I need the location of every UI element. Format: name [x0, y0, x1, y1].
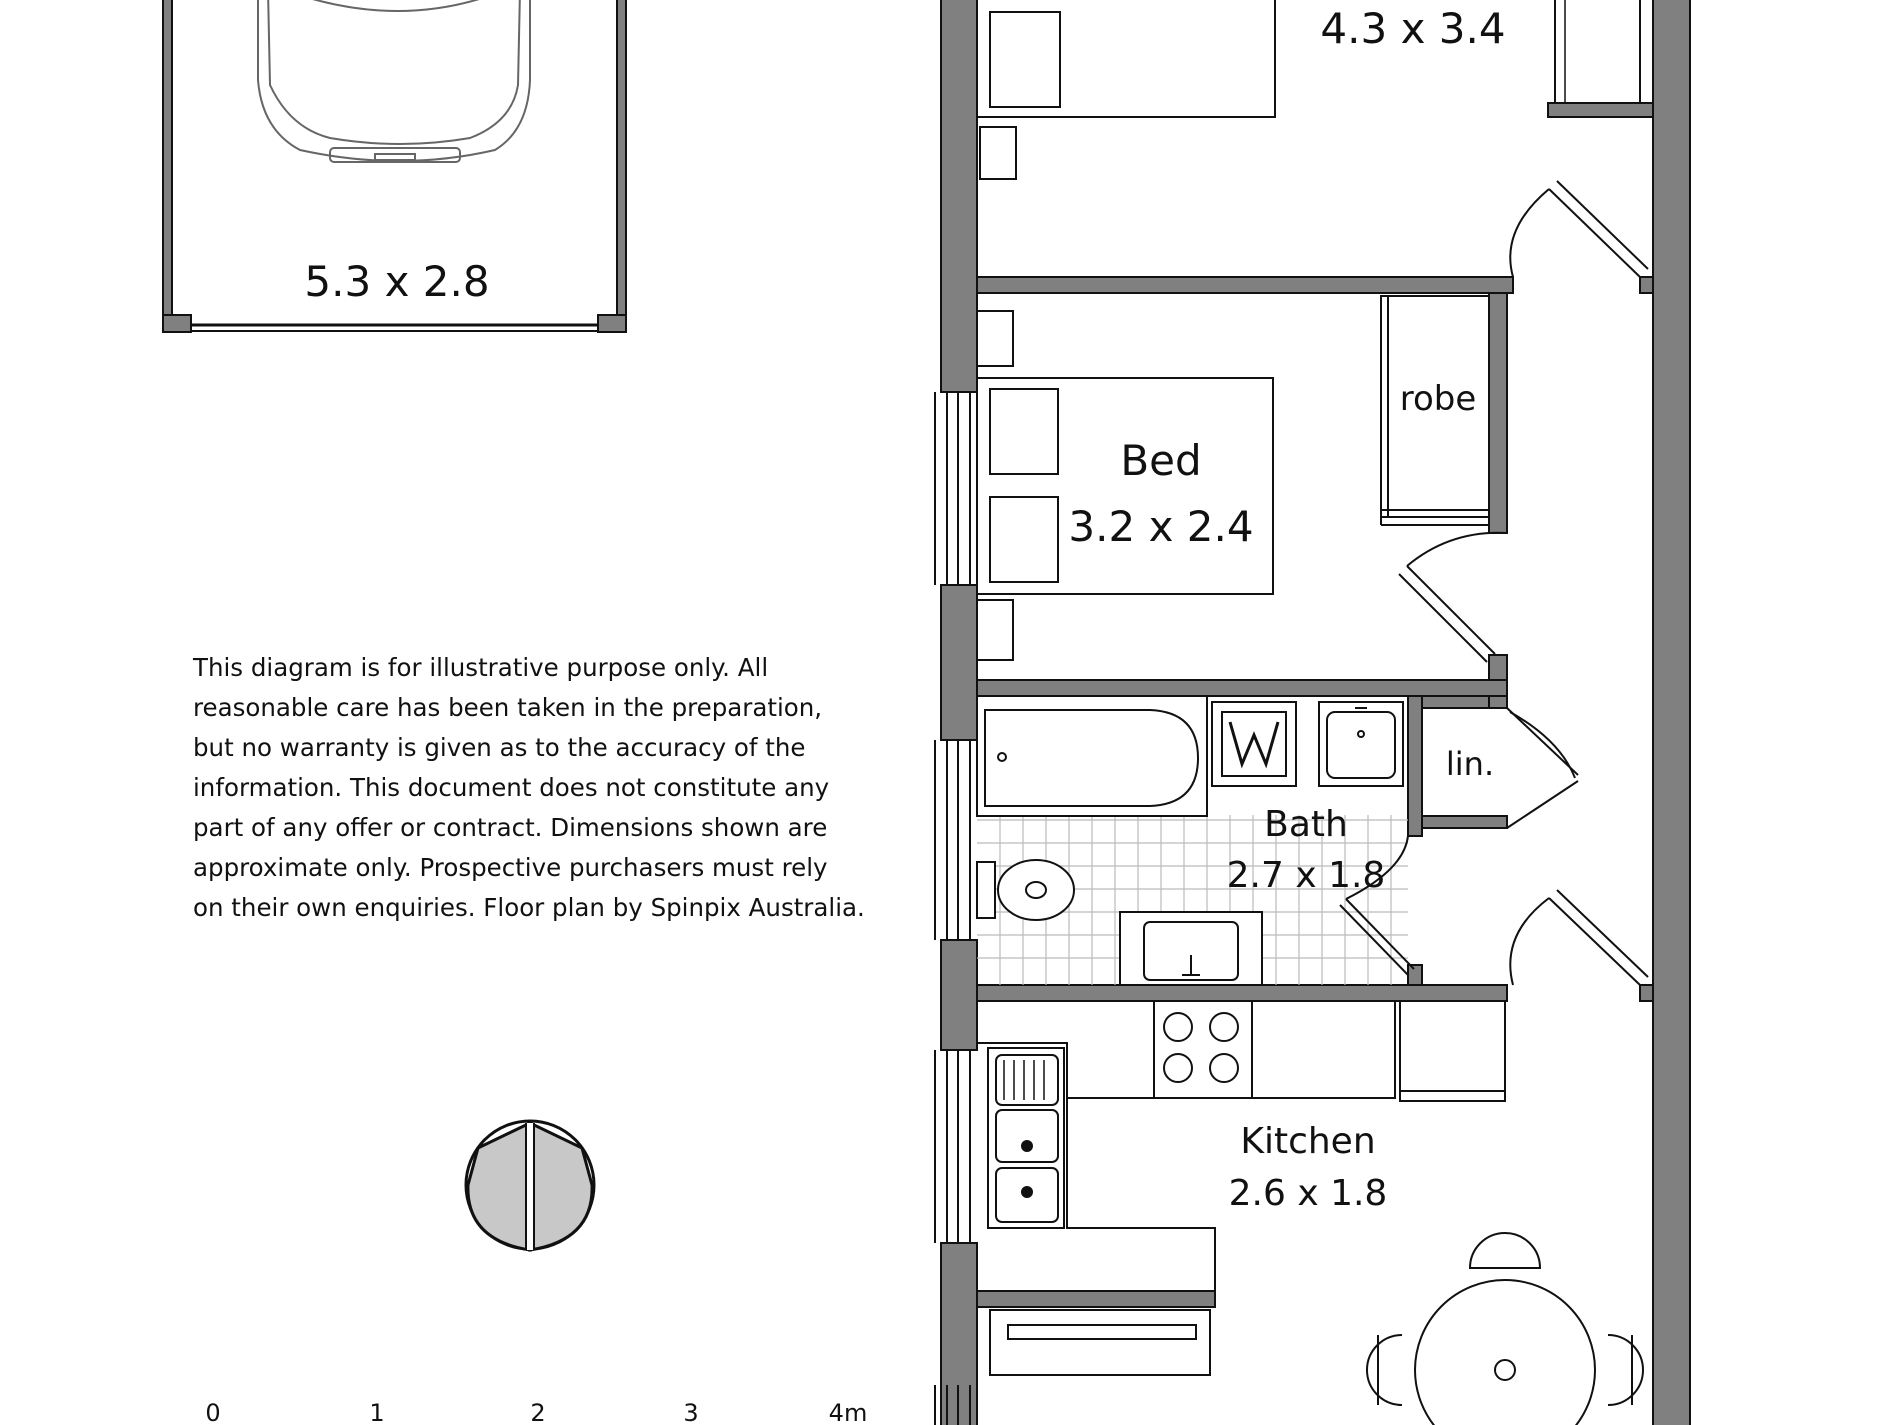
bed2-door — [1399, 533, 1507, 662]
kitchen-dimensions: 2.6 x 1.8 — [1228, 1173, 1388, 1214]
linen-cupboard — [1422, 708, 1578, 828]
bath-label: Bath — [1264, 804, 1348, 845]
scale-tick-label: 1 — [369, 1399, 385, 1425]
bath-dimensions: 2.7 x 1.8 — [1226, 855, 1386, 896]
cooktop-icon — [1154, 1001, 1252, 1098]
kitchen-label: Kitchen — [1240, 1121, 1376, 1162]
bathtub — [977, 696, 1207, 816]
disclaimer-line: on their own enquiries. Floor plan by Spinpix Australia. — [193, 893, 865, 922]
washing-machine-icon — [1212, 702, 1296, 786]
north-arrow-icon — [466, 1121, 594, 1250]
fridge — [1400, 1001, 1505, 1101]
disclaimer-line: reasonable care has been taken in the preparation, — [193, 693, 823, 722]
bed1-room — [977, 0, 1648, 277]
disclaimer-text — [193, 648, 953, 928]
hall-door — [1510, 890, 1648, 985]
bed2-bed — [977, 378, 1273, 594]
bedside-table — [977, 311, 1013, 366]
scale-tick-label: 4m — [828, 1399, 868, 1425]
bath-room — [977, 696, 1414, 985]
kitchen-sink-icon — [988, 1048, 1064, 1228]
disclaimer-line: information. This document does not constitute any — [193, 773, 830, 802]
robe-label: robe — [1399, 379, 1477, 419]
toilet-icon — [977, 860, 1074, 920]
laundry-sink — [1319, 702, 1403, 786]
dining-table — [1367, 1233, 1643, 1425]
car-icon — [258, 0, 530, 162]
bedside-table — [980, 127, 1016, 179]
bedside-table — [977, 600, 1013, 660]
bed1-door — [1510, 181, 1648, 277]
bed1-dimensions: 4.3 x 3.4 — [1320, 4, 1506, 53]
vanity-basin — [1120, 912, 1262, 985]
scale-tick-label: 2 — [530, 1399, 546, 1425]
garage-dimensions: 5.3 x 2.8 — [304, 257, 490, 306]
disclaimer-line: but no warranty is given as to the accuracy of the — [193, 733, 806, 762]
tv-unit — [990, 1310, 1210, 1375]
linen-label: lin. — [1445, 745, 1495, 783]
disclaimer-line: part of any offer or contract. Dimensions shown are — [193, 813, 828, 842]
kitchen-room — [977, 1001, 1505, 1291]
scale-bar — [205, 1399, 867, 1425]
scale-tick-label: 3 — [683, 1399, 699, 1425]
disclaimer-line: approximate only. Prospective purchasers must rely — [193, 853, 828, 882]
bed1-bed — [977, 0, 1275, 117]
bed2-room — [977, 296, 1507, 662]
scale-tick-label: 0 — [205, 1399, 221, 1425]
linen-door — [1507, 708, 1578, 828]
disclaimer-line: This diagram is for illustrative purpose only. All — [193, 653, 769, 682]
bed2-label: Bed — [1120, 436, 1202, 485]
bed2-dimensions: 3.2 x 2.4 — [1068, 502, 1254, 551]
